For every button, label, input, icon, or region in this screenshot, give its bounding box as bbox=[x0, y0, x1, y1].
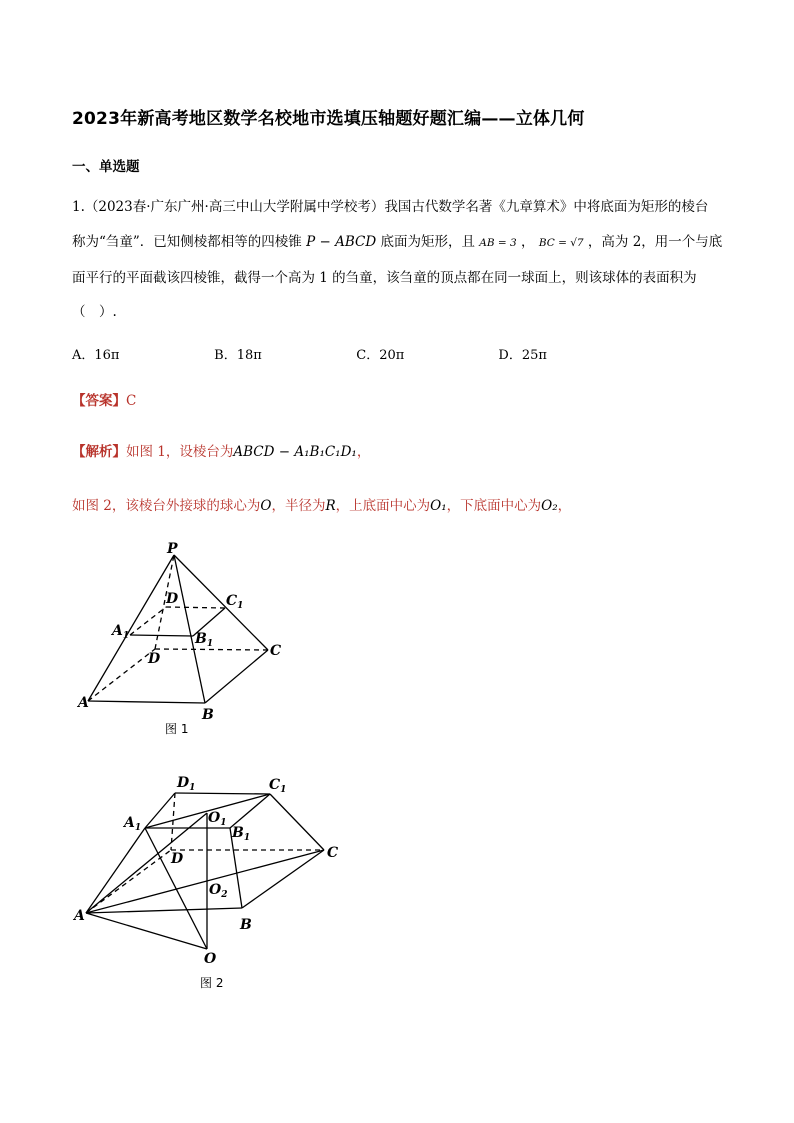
label-subscript: 1 bbox=[134, 823, 142, 833]
analysis-tag: 【解析】 bbox=[72, 444, 126, 460]
label-P: P bbox=[167, 541, 178, 557]
label-C: C bbox=[270, 643, 282, 659]
label-C1-main: C bbox=[226, 593, 238, 609]
label-subscript: 1 bbox=[220, 818, 227, 828]
figure2-description bbox=[72, 494, 571, 514]
label-D1: D bbox=[166, 591, 179, 607]
label-A1 bbox=[122, 815, 141, 833]
label-subscript: 1 bbox=[189, 783, 196, 793]
document-title: 2023年新高考地区数学名校地市选填压轴题好题汇编——立体几何 bbox=[72, 109, 585, 129]
label-O1 bbox=[208, 810, 226, 828]
label-C1 bbox=[269, 777, 286, 795]
label-A1 bbox=[110, 623, 129, 641]
answer-tag: 【答案】 bbox=[72, 393, 126, 409]
answer-line bbox=[72, 389, 136, 409]
section-heading: 一、单选题 bbox=[72, 159, 140, 175]
option-b: B．18π bbox=[214, 348, 262, 363]
question-line-1: 1.（2023春·广东广州·高三中山大学附属中学校考）我国古代数学名著《九章算术》中将底面为矩形的棱台 bbox=[72, 199, 709, 215]
frustum-expression: ABCD − A₁B₁C₁D₁ bbox=[233, 444, 357, 460]
question-text: 底面为矩形，且 bbox=[380, 234, 475, 250]
figure-2-frustum bbox=[72, 765, 362, 995]
label-B1-main: B bbox=[232, 825, 244, 841]
label-O1-main: O bbox=[208, 810, 221, 826]
analysis-line bbox=[72, 440, 370, 460]
label-C1-main: C bbox=[269, 777, 281, 793]
label-D1-main: D bbox=[177, 775, 190, 791]
question-text: ， bbox=[521, 234, 535, 250]
question-line-3: 面平行的平面截该四棱锥，截得一个高为 1 的刍童，该刍童的顶点都在同一球面上，则该球体的表面积为 bbox=[72, 270, 697, 286]
option-c: C．20π bbox=[356, 348, 405, 363]
label-A1-main: A bbox=[124, 815, 135, 831]
label-B1-main: B bbox=[195, 631, 207, 647]
label-B: B bbox=[202, 707, 214, 723]
label-C: C bbox=[327, 845, 339, 861]
label-O: O bbox=[204, 951, 217, 967]
label-B: B bbox=[240, 917, 252, 933]
desc-math: R bbox=[325, 498, 336, 514]
answer-value: C bbox=[126, 393, 137, 409]
label-D: D bbox=[148, 651, 161, 667]
question-line-2 bbox=[72, 230, 722, 250]
label-D1 bbox=[176, 775, 195, 793]
bc-expression: BC = √7 bbox=[538, 237, 584, 249]
label-subscript: 1 bbox=[206, 639, 214, 649]
figure-1-pyramid bbox=[70, 535, 300, 745]
label-A: A bbox=[78, 695, 89, 711]
question-text: ，高为 2，用一个与底 bbox=[587, 234, 723, 250]
label-C1 bbox=[226, 593, 243, 611]
label-subscript: 2 bbox=[221, 890, 228, 900]
label-subscript: 1 bbox=[122, 631, 130, 641]
desc-math: O₁ bbox=[430, 498, 447, 514]
desc-text: 如图 2，该棱台外接球的球心为 bbox=[72, 498, 261, 514]
label-O2 bbox=[209, 882, 227, 900]
desc-math: O₂ bbox=[541, 498, 558, 514]
question-line-4: （ ）. bbox=[72, 304, 117, 320]
ab-expression: AB = 3 bbox=[479, 237, 517, 249]
label-B1 bbox=[231, 825, 250, 843]
answer-options bbox=[72, 344, 636, 363]
label-O2-main: O bbox=[209, 882, 222, 898]
pyramid-expression: P − ABCD bbox=[306, 234, 377, 250]
option-a: A．16π bbox=[72, 348, 120, 363]
question-text: 称为“刍童”．已知侧棱都相等的四棱锥 bbox=[72, 234, 302, 250]
label-A: A bbox=[74, 908, 85, 924]
analysis-text: 如图 1，设棱台为 bbox=[126, 444, 234, 460]
figure-2-caption: 图 2 bbox=[200, 976, 224, 990]
desc-text: ，上底面中心为 bbox=[335, 498, 431, 514]
label-D: D bbox=[171, 851, 184, 867]
desc-math: O bbox=[260, 498, 272, 514]
desc-text: ，半径为 bbox=[271, 498, 326, 514]
label-B1 bbox=[194, 631, 213, 649]
option-d: D．25π bbox=[498, 348, 547, 363]
desc-text: ， bbox=[557, 498, 572, 514]
figure-1-caption: 图 1 bbox=[165, 722, 189, 736]
label-subscript: 1 bbox=[280, 785, 287, 795]
label-subscript: 1 bbox=[243, 833, 251, 843]
label-subscript: 1 bbox=[237, 601, 244, 611]
analysis-text: ， bbox=[356, 444, 371, 460]
label-A1-main: A bbox=[112, 623, 123, 639]
desc-text: ，下底面中心为 bbox=[446, 498, 542, 514]
